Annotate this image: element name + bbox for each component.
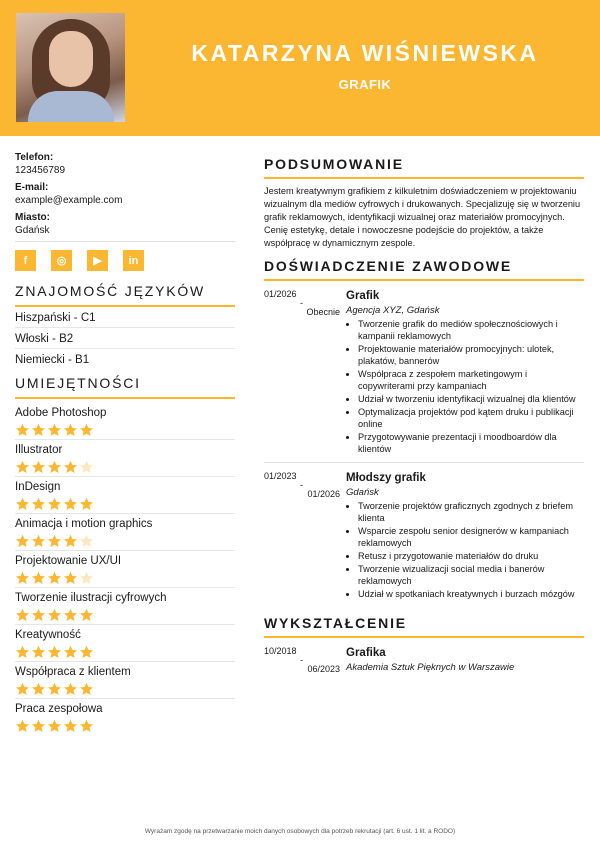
education-field: Grafika (346, 647, 386, 659)
star-filled-icon (47, 719, 62, 733)
star-filled-icon (47, 645, 62, 659)
duty-item: • Optymalizacja projektów pod kątem druku i publikacji online (358, 406, 584, 430)
email-label: E-mail: (15, 182, 49, 193)
job-end-date: 01/2026 (307, 489, 340, 499)
languages-list (15, 307, 235, 369)
skill-name: Praca zespołowa (15, 703, 103, 715)
star-filled-icon (15, 497, 30, 511)
candidate-name: KATARZYNA WIŚNIEWSKA (191, 40, 539, 66)
skill-rating (15, 571, 235, 585)
phone-value: 123456789 (15, 165, 66, 176)
skill-name: Współpraca z klientem (15, 666, 131, 678)
star-filled-icon (47, 534, 62, 548)
star-filled-icon (15, 719, 30, 733)
job-entry (264, 281, 584, 462)
facebook-icon[interactable]: f (15, 250, 36, 271)
social-links (15, 250, 235, 271)
language-item: Niemiecki - B1 (15, 354, 90, 366)
star-filled-icon (31, 460, 46, 474)
job-details (346, 471, 584, 601)
job-position: Młodszy grafik (346, 472, 426, 484)
star-filled-icon (47, 423, 62, 437)
skill-rating (15, 719, 235, 733)
star-filled-icon (47, 682, 62, 696)
star-filled-icon (15, 460, 30, 474)
star-filled-icon (15, 571, 30, 585)
summary-text: Jestem kreatywnym grafikiem z kilkuletnim doświadczeniem w projektowaniu wizualnym dla mediów cyfrowych i drukowanych. Specjalizuję się w tworzeniu grafik reklamowych, identyfikacji wizualnej oraz materiałów promocyjnych. Cenię estetykę, detale i nowoczesne podejście do projektów, a także współpracę w dynamicznym zespole. (264, 186, 581, 248)
duty-item: • Retusz i przygotowanie materiałów do druku (358, 550, 584, 562)
phone-label: Telefon: (15, 152, 54, 163)
job-position: Grafik (346, 290, 380, 302)
star-filled-icon (31, 497, 46, 511)
education-details (346, 646, 584, 675)
duty-item: • Przygotowywanie prezentacji i moodboardów dla klientów (358, 431, 584, 455)
star-filled-icon (47, 460, 62, 474)
star-filled-icon (31, 571, 46, 585)
job-entry (264, 462, 584, 607)
skill-name: Tworzenie ilustracji cyfrowych (15, 592, 167, 604)
education-school: Akademia Sztuk Pięknych w Warszawie (346, 662, 515, 673)
star-empty-icon (79, 534, 94, 548)
left-column (15, 151, 235, 735)
job-details (346, 289, 584, 456)
duty-item: • Współpraca z zespołem marketingowym i copywriterami przy kampaniach (358, 368, 584, 392)
star-filled-icon (79, 719, 94, 733)
duty-item: • Tworzenie wizualizacji social media i banerów reklamowych (358, 563, 584, 587)
job-duties (346, 500, 584, 600)
star-filled-icon (47, 571, 62, 585)
education-heading: WYKSZTAŁCENIE (264, 615, 584, 638)
education-list (264, 638, 584, 681)
skill-name: Illustrator (15, 444, 63, 456)
linkedin-icon[interactable]: in (123, 250, 144, 271)
right-column (264, 156, 584, 681)
skill-rating (15, 645, 235, 659)
language-item: Hiszpański - C1 (15, 307, 235, 328)
skill-item (15, 514, 235, 551)
instagram-icon[interactable]: ◎ (51, 250, 72, 271)
job-company: Agencja XYZ, Gdańsk (346, 305, 440, 316)
duty-item: • Udział w spotkaniach kreatywnych i burzach mózgów (358, 588, 584, 600)
date-separator: - (300, 480, 303, 490)
duty-item: • Projektowanie materiałów promocyjnych: ulotek, plakatów, bannerów (358, 343, 584, 367)
experience-heading: DOŚWIADCZENIE ZAWODOWE (264, 258, 584, 281)
skill-rating (15, 682, 235, 696)
job-duties (346, 318, 584, 455)
gdpr-consent: Wyrażam zgodę na przetwarzanie moich danych osobowych dla potrzeb rekrutacji (art. 6 ust. 1 lit. a RODO) (144, 828, 456, 835)
star-filled-icon (31, 423, 46, 437)
header-banner (0, 0, 600, 136)
skill-item (15, 440, 235, 477)
star-filled-icon (31, 719, 46, 733)
star-filled-icon (15, 423, 30, 437)
education-entry (264, 638, 584, 681)
skill-rating (15, 460, 235, 474)
skill-item (15, 662, 235, 699)
star-filled-icon (63, 571, 78, 585)
skill-item (15, 403, 235, 440)
star-filled-icon (79, 497, 94, 511)
education-end-date: 06/2023 (307, 664, 340, 674)
star-filled-icon (31, 608, 46, 622)
star-filled-icon (79, 645, 94, 659)
star-empty-icon (79, 571, 94, 585)
city-value: Gdańsk (15, 225, 50, 236)
date-separator: - (300, 655, 303, 665)
email-value: example@example.com (15, 195, 123, 206)
star-filled-icon (15, 682, 30, 696)
duty-item: • Udział w tworzeniu identyfikacji wizualnej dla klientów (358, 393, 584, 405)
job-dates (264, 289, 346, 456)
skill-rating (15, 608, 235, 622)
skill-name: Animacja i motion graphics (15, 518, 153, 530)
skills-list (15, 403, 235, 735)
job-dates (264, 471, 346, 601)
job-start-date: 01/2026 (264, 289, 297, 299)
education-start-date: 10/2018 (264, 646, 297, 656)
star-filled-icon (79, 608, 94, 622)
skills-heading: UMIEJĘTNOŚCI (15, 375, 235, 399)
skill-rating (15, 534, 235, 548)
star-filled-icon (63, 719, 78, 733)
star-filled-icon (63, 645, 78, 659)
star-filled-icon (15, 534, 30, 548)
star-filled-icon (15, 608, 30, 622)
star-filled-icon (31, 534, 46, 548)
language-item: Włoski - B2 (15, 328, 235, 349)
youtube-icon[interactable]: ▶ (87, 250, 108, 271)
star-filled-icon (63, 497, 78, 511)
duty-item: • Tworzenie projektów graficznych zgodnych z briefem klienta (358, 500, 584, 524)
skill-item (15, 588, 235, 625)
skill-name: Adobe Photoshop (15, 407, 107, 419)
skill-item (15, 699, 235, 735)
contact-section (15, 151, 235, 237)
star-filled-icon (31, 682, 46, 696)
duty-item: • Tworzenie grafik do mediów społecznościowych i kampanii reklamowych (358, 318, 584, 342)
skill-item (15, 551, 235, 588)
date-separator: - (300, 298, 303, 308)
skill-item (15, 625, 235, 662)
divider (15, 241, 235, 242)
education-dates (264, 646, 346, 675)
star-filled-icon (79, 423, 94, 437)
skill-name: Projektowanie UX/UI (15, 555, 122, 567)
profile-photo (16, 13, 125, 122)
skill-rating (15, 423, 235, 437)
job-company: Gdańsk (346, 487, 379, 498)
star-filled-icon (63, 460, 78, 474)
skill-rating (15, 497, 235, 511)
job-start-date: 01/2023 (264, 471, 297, 481)
star-filled-icon (63, 423, 78, 437)
job-title: GRAFIK (338, 77, 392, 92)
skill-name: Kreatywność (15, 629, 81, 641)
skill-item (15, 477, 235, 514)
star-filled-icon (47, 497, 62, 511)
skill-name: InDesign (15, 481, 61, 493)
city-label: Miasto: (15, 212, 50, 223)
experience-list (264, 281, 584, 607)
summary-heading: PODSUMOWANIE (264, 156, 584, 179)
star-filled-icon (15, 645, 30, 659)
star-filled-icon (31, 645, 46, 659)
star-filled-icon (63, 608, 78, 622)
star-filled-icon (63, 682, 78, 696)
star-filled-icon (79, 682, 94, 696)
duty-item: • Wsparcie zespołu senior designerów w kampaniach reklamowych (358, 525, 584, 549)
star-empty-icon (79, 460, 94, 474)
star-filled-icon (47, 608, 62, 622)
languages-heading: ZNAJOMOŚĆ JĘZYKÓW (15, 283, 235, 307)
star-filled-icon (63, 534, 78, 548)
job-end-date: Obecnie (306, 307, 340, 317)
